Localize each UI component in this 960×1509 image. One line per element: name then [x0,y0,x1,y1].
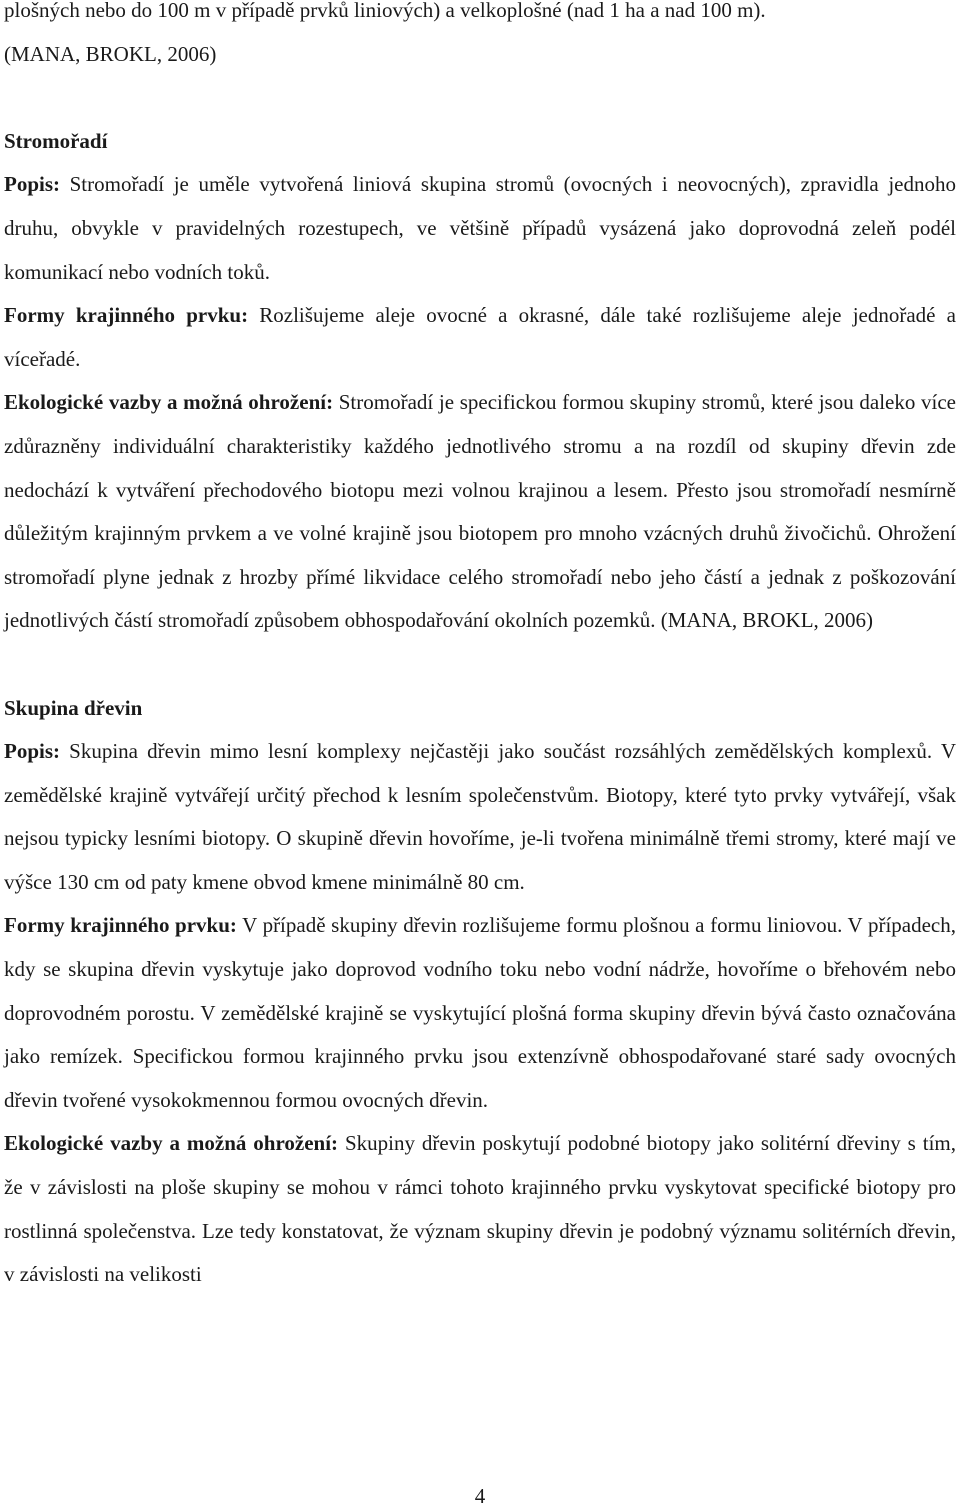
formy-paragraph [4,904,956,1122]
page-number: 4 [474,1484,486,1508]
popis-text: Skupina dřevin mimo lesní komplexy nejčastěji jako součást rozsáhlých zemědělských komplexů. V zemědělské krajině vytvářejí určitý přechod k lesním společenstvům. Biotopy, které tyto prvky vytvářejí, však nejsou typicky lesními biotopy. O skupině dřevin hovoříme, je-li tvořena minimálně třemi stromy, které mají ve výšce 130 cm od paty kmene obvod kmene minimálně 80 cm. [4,739,956,894]
section-skupina-drevin [4,687,956,1297]
section-spacer [4,76,956,120]
popis-text: Stromořadí je uměle vytvořená liniová skupina stromů (ovocných i neovocných), zpravidla jednoho druhu, obvykle v pravidelných rozestupech, ve většině případů vysázená jako doprovodná zeleň podél komunikací nebo vodních toků. [4,172,956,284]
section-heading: Skupina dřevin [4,695,143,720]
popis-label: Popis: [4,739,61,764]
formy-text: Rozlišujeme aleje ovocné a okrasné, dále také rozlišujeme aleje jednořadé a víceřadé. [4,303,956,371]
eko-label: Ekologické vazby a možná ohrožení: [4,390,334,415]
eko-text: Stromořadí je specifickou formou skupiny stromů, které jsou daleko více zdůrazněny individuální charakteristiky každého jednotlivého stromu a na rozdíl od skupiny dřevin zde nedochází k vytváření přechodového biotopu mezi volnou krajinou a lesem. Přesto jsou stromořadí nesmírně důležitým krajinným prvkem a ve volné krajině jsou biotopem pro mnoho vzácných druhů živočichů. Ohrožení stromořadí plyne jednak z hrozby přímé likvidace celého stromořadí nebo jeho částí a jednak z poškozování jednotlivých částí stromořadí způsobem obhospodařování okolních pozemků. (MANA, BROKL, 2006) [4,390,956,633]
eko-paragraph [4,381,956,643]
formy-label: Formy krajinného prvku: [4,303,249,328]
popis-paragraph [4,730,956,904]
formy-label: Formy krajinného prvku: [4,913,237,938]
intro-line-1: plošných nebo do 100 m v případě prvků liniových) a velkoplošné (nad 1 ha a nad 100 m). [4,0,766,22]
popis-label: Popis: [4,172,61,197]
formy-text: V případě skupiny dřevin rozlišujeme formu plošnou a formu liniovou. V případech, kdy se skupina dřevin vyskytuje jako doprovod vodního toku nebo vodní nádrže, hovoříme o břehovém nebo doprovodném porostu. V zemědělské krajině se vyskytující plošná forma skupiny dřevin bývá často označována jako remízek. Specifickou formou krajinného prvku jsou extenzívně obhospodařované staré sady ovocných dřevin tvořené vysokokmennou formou ovocných dřevin. [4,913,956,1112]
section-spacer [4,643,956,687]
intro-line-2: (MANA, BROKL, 2006) [4,41,217,66]
popis-paragraph [4,163,956,294]
eko-text: Skupiny dřevin poskytují podobné biotopy jako solitérní dřeviny s tím, že v závislosti na ploše skupiny se mohou v rámci tohoto krajinného prvku vyskytovat specifické biotopy pro rostlinná společenstva. Lze tedy konstatovat, že význam skupiny dřevin je podobný významu solitérních dřevin, v závislosti na velikosti [4,1131,956,1287]
eko-label: Ekologické vazby a možná ohrožení: [4,1131,339,1156]
section-heading: Stromořadí [4,128,108,153]
document-page [4,0,956,1297]
eko-paragraph [4,1122,956,1296]
section-stromoradi [4,120,956,643]
formy-paragraph [4,294,956,381]
